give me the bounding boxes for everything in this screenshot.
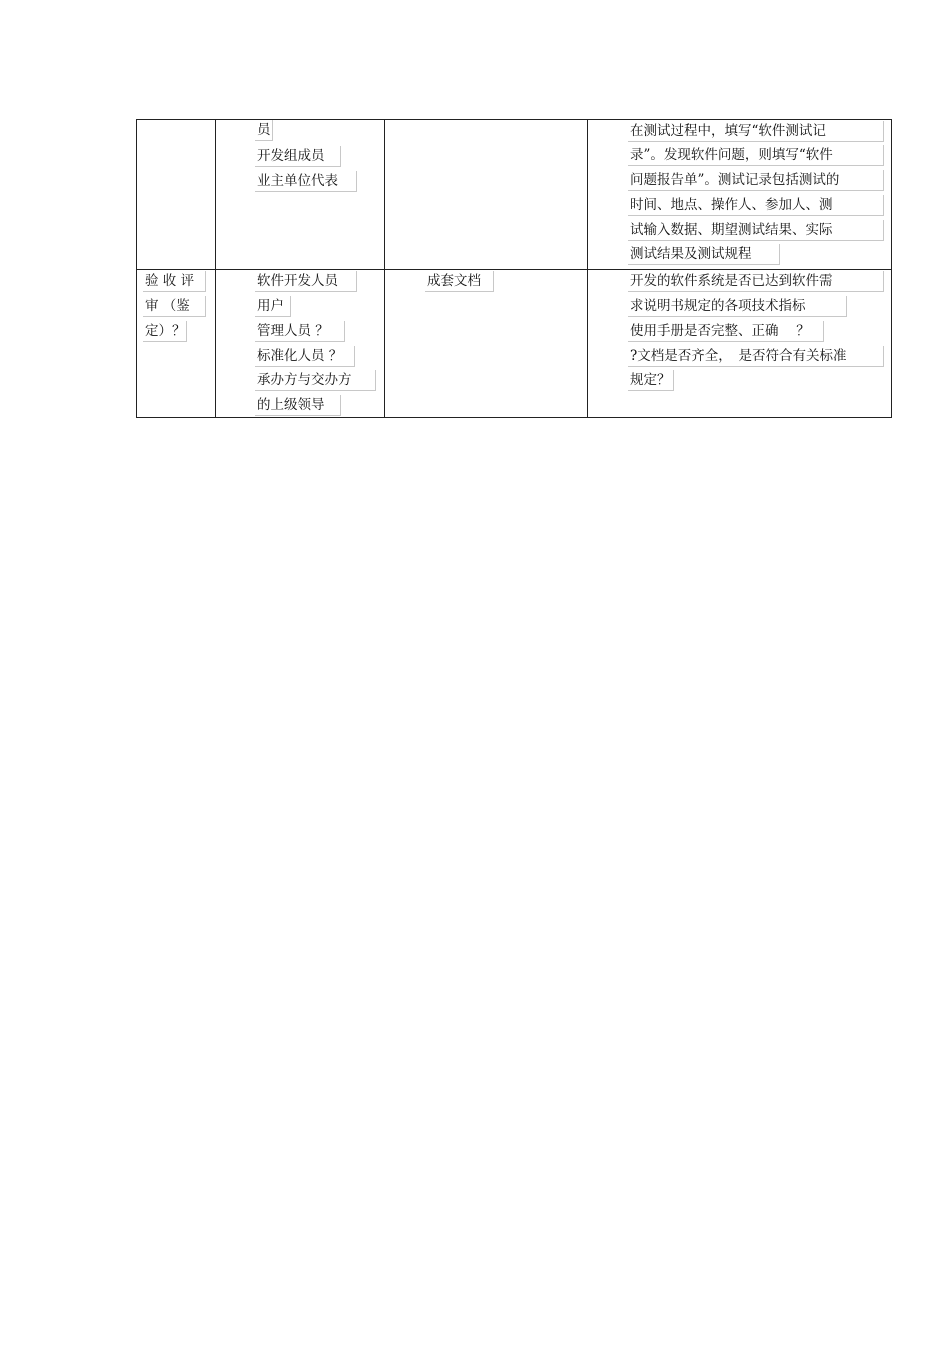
r1-c4-line-5: 试输入数据、期望测试结果、实际 — [628, 220, 884, 241]
r2-c2-line-6: 的上级领导 — [255, 395, 341, 416]
r1-c2-line-3: 业主单位代表 — [255, 171, 357, 192]
r2-c1-line-3: 定）？ — [143, 321, 187, 342]
r2-c1-line-1: 验 收 评 — [143, 271, 206, 292]
r2-c2-line-4: 标准化人员 ？ — [255, 346, 355, 367]
r1-c4-line-1: 在测试过程中，填写“软件测试记 — [628, 121, 884, 142]
r2-c4-line-2: 求说明书规定的各项技术指标 — [628, 296, 847, 317]
r2-c4-line-4: ?文档是否齐全， 是否符合有关标准 — [628, 346, 884, 367]
r2-c4-line-1: 开发的软件系统是否已达到软件需 — [628, 271, 884, 292]
r1-c4-line-3: 问题报告单”。测试记录包括测试的 — [628, 170, 884, 191]
row-divider — [137, 269, 891, 270]
r2-c2-line-3: 管理人员 ？ — [255, 321, 345, 342]
r2-c4-line-3: 使用手册是否完整、正确 ？ — [628, 321, 824, 342]
r2-c4-line-5: 规定？ — [628, 370, 674, 391]
r2-c2-line-2: 用户 — [255, 296, 291, 317]
r2-c1-line-2: 审 （鉴 — [143, 296, 206, 317]
r2-c2-line-5: 承办方与交办方 — [255, 370, 376, 391]
r2-c3-text: 成套文档 — [425, 271, 494, 292]
r2-c2-line-1: 软件开发人员 — [255, 271, 357, 292]
r1-c4-line-6: 测试结果及测试规程 — [628, 244, 780, 265]
r1-c2-line-2: 开发组成员 — [255, 146, 341, 167]
r1-c4-line-4: 时间、地点、操作人、参加人、测 — [628, 195, 884, 216]
r1-c2-line-1: 员 — [255, 120, 273, 141]
r1-c4-line-2: 录”。发现软件问题，则填写“软件 — [628, 145, 884, 166]
review-table — [136, 119, 892, 418]
